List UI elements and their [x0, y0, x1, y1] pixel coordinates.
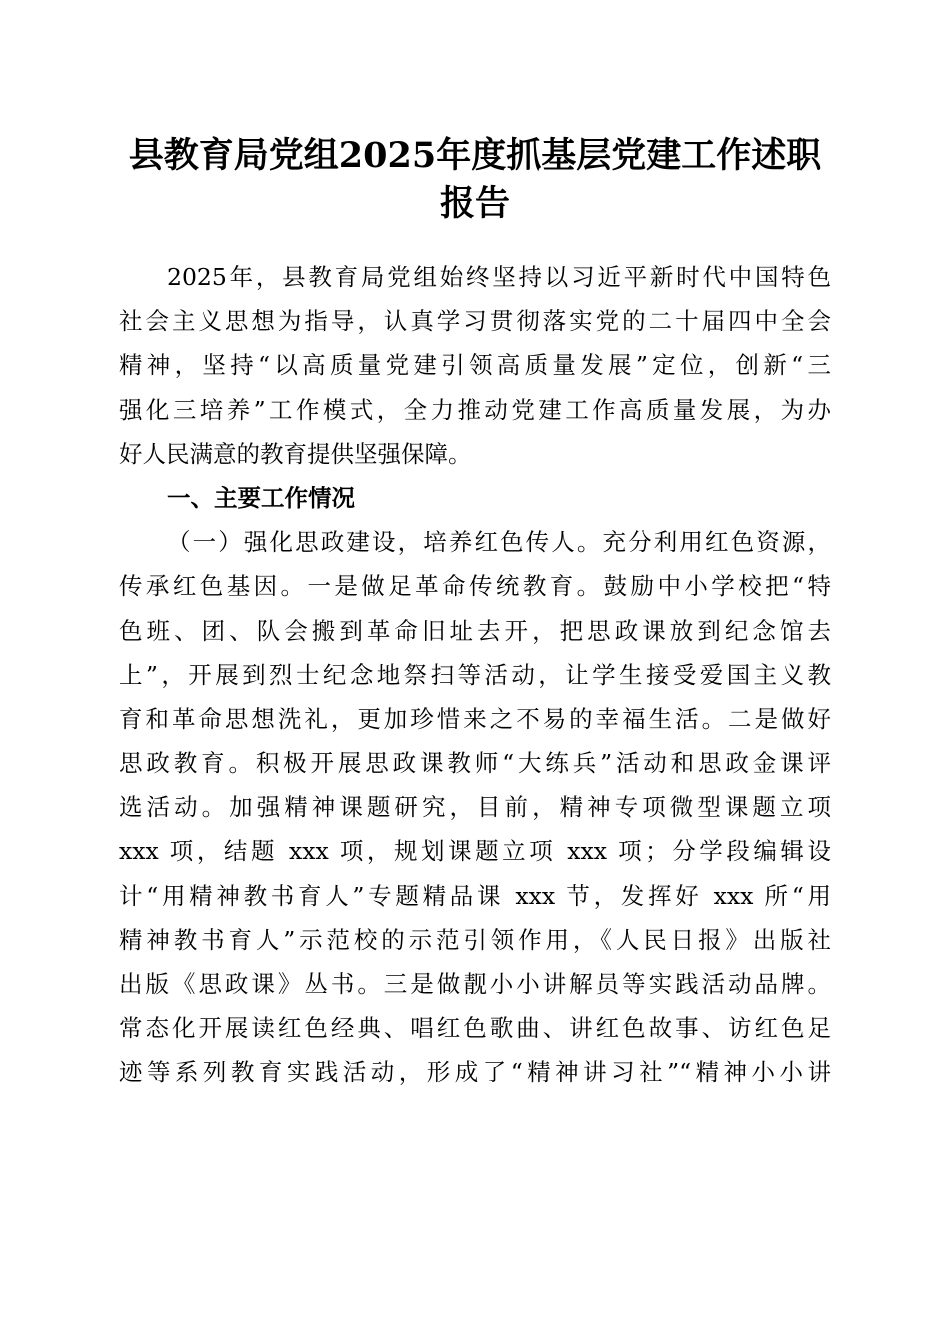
- document-body: [119, 255, 831, 1095]
- intro-line: 社会主义思想为指导，认真学习贯彻落实党的二十届四中全会: [119, 307, 831, 336]
- title-line-1: 县教育局党组2025年度抓基层党建工作述职: [128, 135, 822, 176]
- section-line: 选活动。加强精神课题研究，目前，精神专项微型课题立项: [119, 793, 831, 822]
- intro-line: 精神，坚持“以高质量党建引领高质量发展”定位，创新“三: [119, 351, 831, 380]
- section-line: xxx 项，结题 xxx 项，规划课题立项 xxx 项；分学段编辑设: [119, 837, 831, 866]
- section-line: 育和革命思想洗礼，更加珍惜来之不易的幸福生活。二是做好: [119, 704, 831, 733]
- intro-line: 好人民满意的教育提供坚强保障。: [119, 439, 472, 468]
- section-line: 精神教书育人”示范校的示范引领作用，《人民日报》出版社: [119, 925, 831, 954]
- section-line: （一）强化思政建设，培养红色传人。充分利用红色资源，: [167, 528, 831, 557]
- section-line: 迹等系列教育实践活动，形成了“精神讲习社”“精神小小讲: [119, 1058, 831, 1087]
- section-line: 计“用精神教书育人”专题精品课 xxx 节，发挥好 xxx 所“用: [119, 881, 831, 910]
- section-heading: 一、主要工作情况: [167, 483, 355, 512]
- document-title: [100, 132, 850, 228]
- intro-line: 强化三培养”工作模式，全力推动党建工作高质量发展，为办: [119, 395, 831, 424]
- section-line: 上”，开展到烈士纪念地祭扫等活动，让学生接受爱国主义教: [119, 660, 831, 689]
- title-line-2: 报告: [439, 183, 510, 224]
- section-line: 传承红色基因。一是做足革命传统教育。鼓励中小学校把“特: [119, 572, 831, 601]
- section-line: 思政教育。积极开展思政课教师“大练兵”活动和思政金课评: [119, 749, 831, 778]
- section-line: 出版《思政课》丛书。三是做靓小小讲解员等实践活动品牌。: [119, 970, 831, 998]
- section-line: 常态化开展读红色经典、唱红色歌曲、讲红色故事、访红色足: [119, 1014, 831, 1043]
- intro-line: 2025年，县教育局党组始终坚持以习近平新时代中国特色: [167, 263, 831, 291]
- section-line: 色班、团、队会搬到革命旧址去开，把思政课放到纪念馆去: [119, 616, 831, 645]
